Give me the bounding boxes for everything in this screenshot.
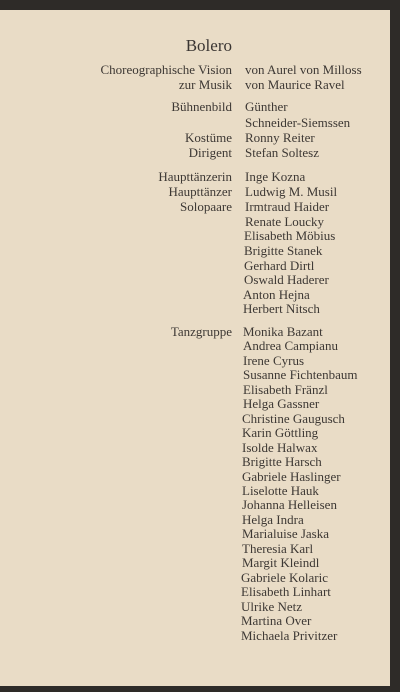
credit-name: Inge Kozna [245,169,306,184]
credit-row [0,243,400,258]
credit-row [0,272,400,287]
credit-row [0,130,400,145]
credit-role: Solopaare [180,199,232,214]
credit-name: Renate Loucky [245,214,325,229]
credit-row [0,411,400,426]
credit-name: Martina Over [241,613,312,628]
credit-row [0,526,400,541]
scan-border-top [0,0,400,10]
credit-row [0,584,400,599]
credit-name: Johanna Helleisen [242,497,337,512]
credit-role: Bühnenbild [171,99,232,114]
credit-name: Ulrike Netz [241,599,303,614]
credit-name: Christine Gaugusch [242,411,345,426]
credit-name: Ludwig M. Musil [245,184,338,199]
credit-row [0,353,400,368]
credit-row [0,62,400,77]
credit-row [0,199,400,214]
credit-name: Irene Cyrus [243,353,305,368]
credit-name: Margit Kleindl [242,555,320,570]
credit-row [0,512,400,527]
credit-name: Helga Indra [242,512,304,527]
credit-row [0,301,400,316]
credit-row [0,214,400,229]
credit-name: Susanne Fichtenbaum [243,367,358,382]
credit-name: Marialuise Jaska [242,526,330,541]
credit-name: Schneider-Siemssen [245,115,351,130]
credit-role: zur Musik [178,77,232,92]
credit-row [0,184,400,199]
credit-name: Monika Bazant [243,324,323,339]
credit-row [0,440,400,455]
credit-name: Theresia Karl [242,541,314,556]
credit-row [0,324,400,339]
credit-name: Isolde Halwax [242,440,318,455]
credit-row [0,99,400,114]
credit-row [0,541,400,556]
credit-row [0,338,400,353]
credit-name: Andrea Campianu [243,338,338,353]
credit-row [0,497,400,512]
credit-row [0,570,400,585]
credit-name: Elisabeth Fränzl [243,382,328,397]
credit-name: Liselotte Hauk [242,483,319,498]
credit-row [0,77,400,92]
credit-name: Herbert Nitsch [243,301,320,316]
credit-name: Gabriele Haslinger [242,469,341,484]
credit-role: Tanzgruppe [170,324,232,339]
scan-border-bottom [0,686,400,692]
credit-role: Choreographische Vision [100,62,232,77]
credit-row [0,367,400,382]
credit-row [0,425,400,440]
credit-name: Ronny Reiter [245,130,315,145]
credit-name: Gabriele Kolaric [241,570,328,585]
credit-role: Haupttänzerin [158,169,232,184]
credit-name: Stefan Soltesz [245,145,320,160]
credit-name: Karin Göttling [242,425,319,440]
credit-row [0,396,400,411]
credit-name: Brigitte Harsch [242,454,322,469]
credit-name: Elisabeth Linhart [241,584,331,599]
credit-row [0,169,400,184]
ballet-title: Bolero [185,36,232,55]
credit-name: von Aurel von Milloss [245,62,362,77]
credit-name: Anton Hejna [243,287,310,302]
credit-row [0,628,400,643]
credit-row [0,258,400,273]
credit-name: Gerhard Dirtl [244,258,315,273]
credit-name: Günther [245,99,288,114]
credit-name: Michaela Privitzer [241,628,338,643]
credit-row [0,145,400,160]
credit-row [0,483,400,498]
credit-role: Kostüme [185,130,232,145]
credit-name: Elisabeth Möbius [244,228,336,243]
credit-name: von Maurice Ravel [245,77,345,92]
credit-row [0,555,400,570]
credit-role: Dirigent [188,145,232,160]
credit-row [0,228,400,243]
credit-row [0,454,400,469]
credit-name: Oswald Haderer [244,272,329,287]
credit-name: Helga Gassner [243,396,320,411]
credit-row [0,115,400,130]
credit-row [0,469,400,484]
credit-row [0,287,400,302]
credit-row [0,599,400,614]
credit-row [0,382,400,397]
credit-row [0,613,400,628]
credit-name: Brigitte Stanek [244,243,323,258]
credit-name: Irmtraud Haider [245,199,330,214]
credit-role: Haupttänzer [168,184,232,199]
